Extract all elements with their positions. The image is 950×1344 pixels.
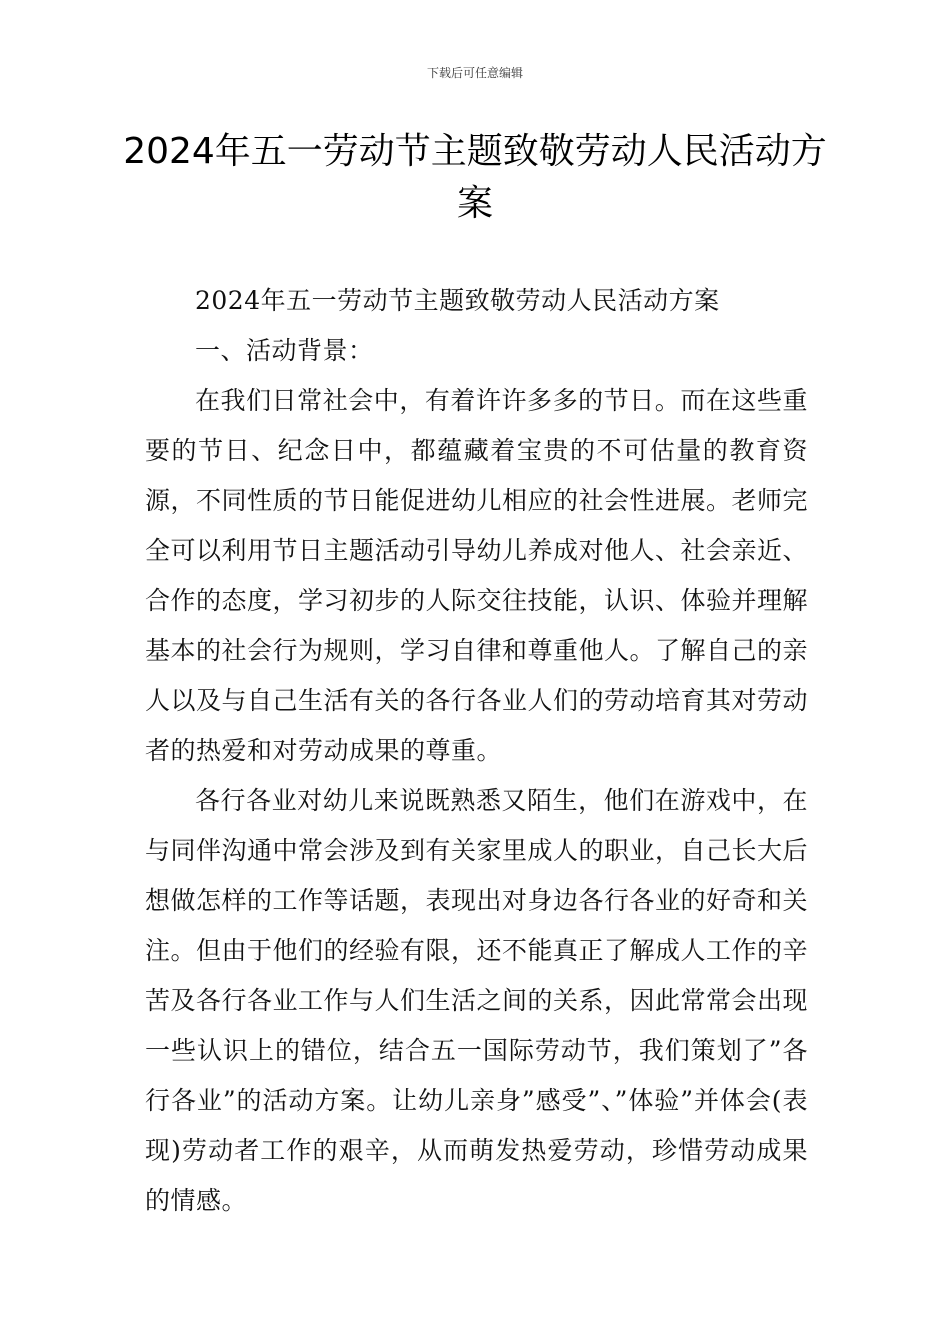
body-paragraph: 各行各业对幼儿来说既熟悉又陌生，他们在游戏中，在与同伴沟通中常会涉及到有关家里成人的职业，自己长大后想做怎样的工作等话题，表现出对身边各行各业的好奇和关注。但由于他们的经验有限，还不能真正了解成人工作的辛苦及各行各业工作与人们生活之间的关系，因此常常会出现一些认识上的错位，结合五一国际劳动节，我们策划了”各行各业”的活动方案。让幼儿亲身”感受”、”体验”并体会(表现)劳动者工作的艰辛，从而萌发热爱劳动，珍惜劳动成果的情感。 (145, 786, 809, 1215)
document-body (145, 276, 808, 1226)
body-paragraph: 在我们日常社会中，有着许许多多的节日。而在这些重要的节日、纪念日中，都蕴藏着宝贵的不可估量的教育资源，不同性质的节日能促进幼儿相应的社会性进展。老师完全可以利用节日主题活动引导幼儿养成对他人、社会亲近、合作的态度，学习初步的人际交往技能，认识、体验并理解基本的社会行为规则，学习自律和尊重他人。了解自己的亲人以及与自己生活有关的各行各业人们的劳动培育其对劳动者的热爱和对劳动成果的尊重。 (145, 386, 809, 765)
page-header-note: 下载后可任意编辑 (426, 66, 523, 80)
section-heading-background: 一、活动背景： (195, 336, 374, 365)
subtitle-paragraph: 2024年五一劳动节主题致敬劳动人民活动方案 (195, 286, 720, 315)
document-title: 2024年五一劳动节主题致敬劳动人民活动方案 (123, 131, 827, 224)
